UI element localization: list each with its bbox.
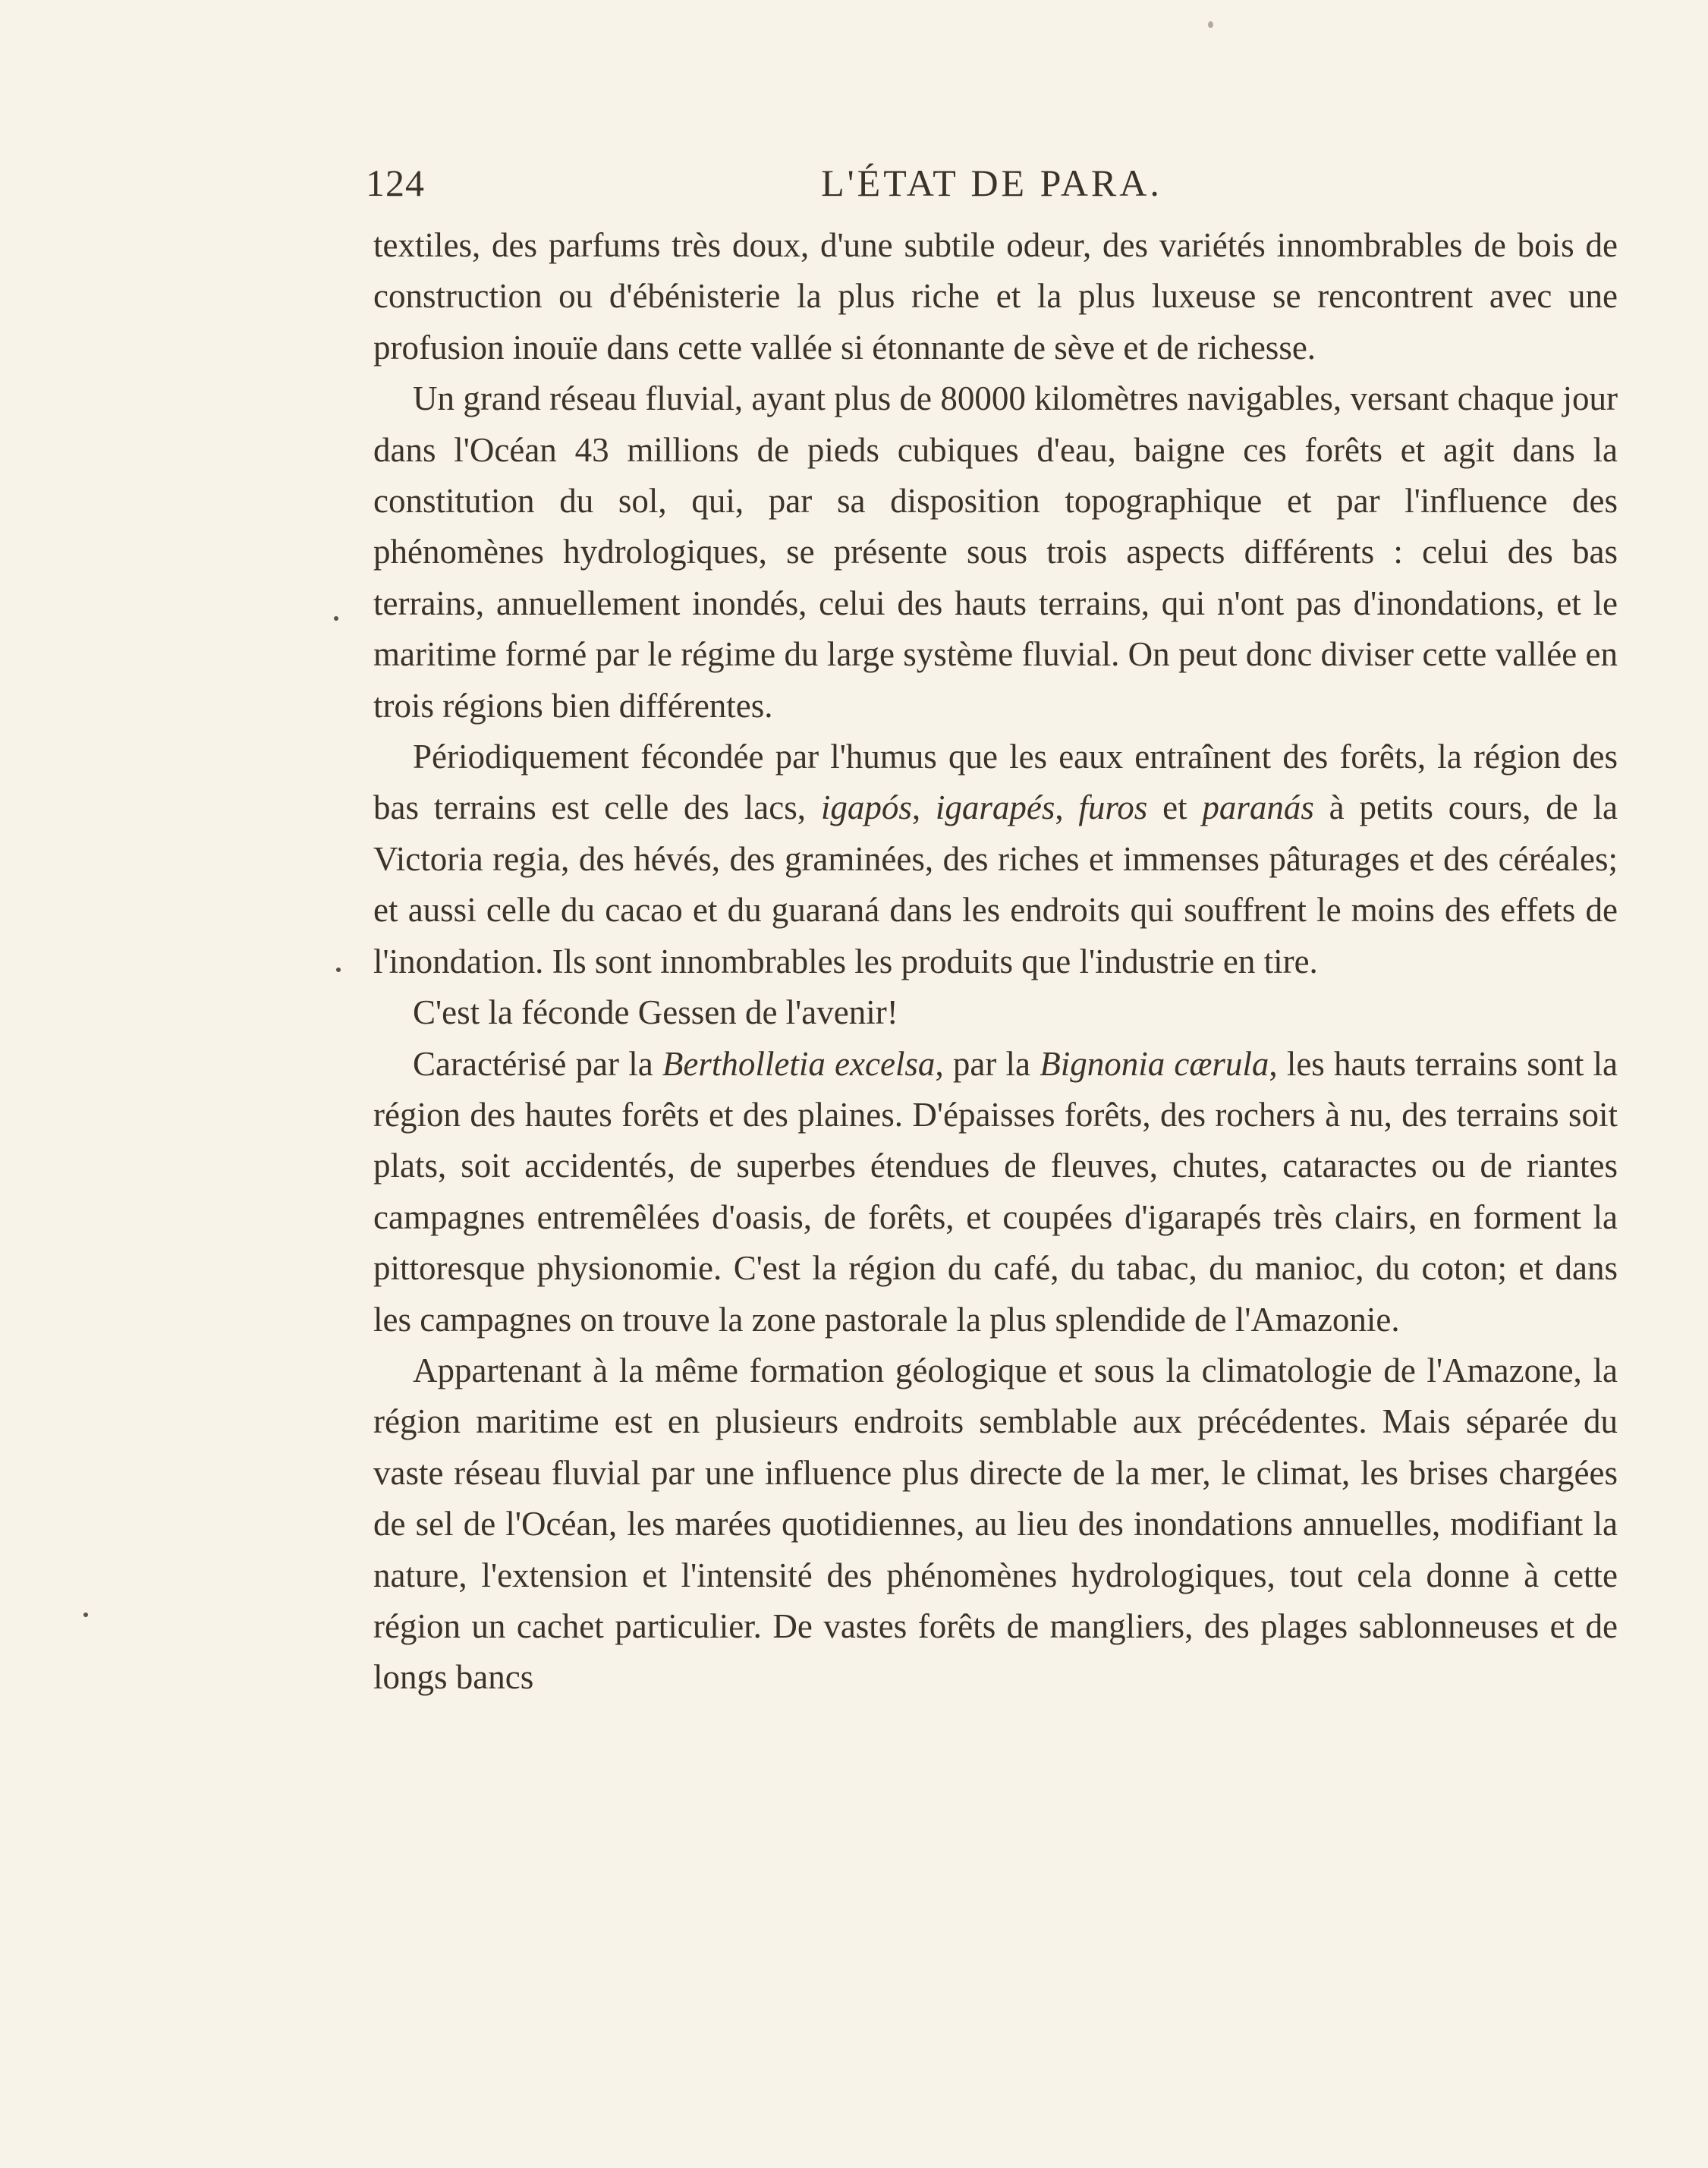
term-igarapes: igarapés	[935, 788, 1055, 827]
paragraph-1: textiles, des parfums très doux, d'une subtile odeur, des variétés innombrables de bois de construction ou d'ébénisterie la plus riche et la plus luxeuse se rencontrent avec une profusion inouïe dans cette vallée si étonnante de sève et de richesse.	[373, 226, 1618, 367]
page-header	[366, 161, 1618, 206]
paragraph-5	[373, 1039, 1618, 1345]
running-title: L'ÉTAT DE PARA.	[821, 162, 1162, 204]
paragraph-2: Un grand réseau fluvial, ayant plus de 80000 kilomètres navigables, versant chaque jour dans l'Océan 43 millions de pieds cubiques d'eau, baigne ces forêts et agit dans la constitution du sol, qui, par sa disposition topographique et par l'influence des phénomènes hydrologiques, se présente sous trois aspects différents : celui des bas terrains, annuellement inondés, celui des hauts terrains, qui n'ont pas d'inondations, et le maritime formé par le régime du large système fluvial. On peut donc diviser cette vallée en trois régions bien différentes.	[373, 379, 1618, 725]
paragraph-3-text: ,	[1055, 788, 1079, 827]
paragraph-6: Appartenant à la même formation géologique et sous la climatologie de l'Amazone, la région maritime est en plusieurs endroits semblable aux précédentes. Mais séparée du vaste réseau fluvial par une influence plus directe de la mer, le climat, les brises chargées de sel de l'Océan, les marées quotidiennes, au lieu des inondations annuelles, modifiant la nature, l'extension et l'intensité des phénomènes hydrologiques, tout cela donne à cette région un cachet particulier. De vastes forêts de mangliers, des plages sablonneuses et de longs bancs	[373, 1351, 1618, 1697]
paragraph-5-text: , les hauts terrains sont la région des hautes forêts et des plaines. D'épaisses forêts, des rochers à nu, des terrains soit plats, soit accidentés, de superbes étendues de fleuves, chutes, cataractes ou de riantes campagnes entremêlées d'oasis, de forêts, et coupées d'igarapés très clairs, en forment la pittoresque physionomie. C'est la région du café, du tabac, du manioc, du coton; et dans les campagnes on trouve la zone pastorale la plus splendide de l'Amazonie.	[373, 1044, 1618, 1339]
paragraph-5-text: , par la	[935, 1044, 1040, 1083]
paragraph-3-text: et	[1147, 788, 1203, 827]
paper-speck	[336, 968, 341, 972]
paper-speck	[334, 616, 338, 621]
paragraph-3-text: à petits cours, de la Victoria regia, des hévés, des graminées, des riches et immenses pâturages et des céréales; et aussi celle du cacao et du guaraná dans les endroits qui souffrent le moins des effets de l'inondation. Ils sont innombrables les produits que l'industrie en tire.	[373, 788, 1618, 980]
paragraph-5-text: Caractérisé par la	[413, 1044, 662, 1083]
term-furos: furos	[1078, 788, 1148, 827]
paper-speck	[1208, 21, 1213, 28]
paragraph-3-text: Périodiquement fécondée par l'humus que les eaux entraînent des forêts, la région des bas terrains est celle des lacs,	[373, 738, 1618, 827]
paragraph-3	[373, 732, 1618, 987]
paper-speck	[83, 1613, 88, 1617]
term-bertholletia: Bertholletia excelsa	[662, 1044, 936, 1083]
paragraph-3-text: ,	[911, 788, 936, 827]
page-number: 124	[366, 162, 425, 204]
term-igapos: igapós	[820, 788, 912, 827]
paragraph-4: C'est la féconde Gessen de l'avenir!	[413, 993, 898, 1032]
term-paranas: paranás	[1202, 788, 1314, 827]
term-bignonia: Bignonia cærula	[1040, 1044, 1269, 1083]
body-text	[373, 220, 1618, 1704]
